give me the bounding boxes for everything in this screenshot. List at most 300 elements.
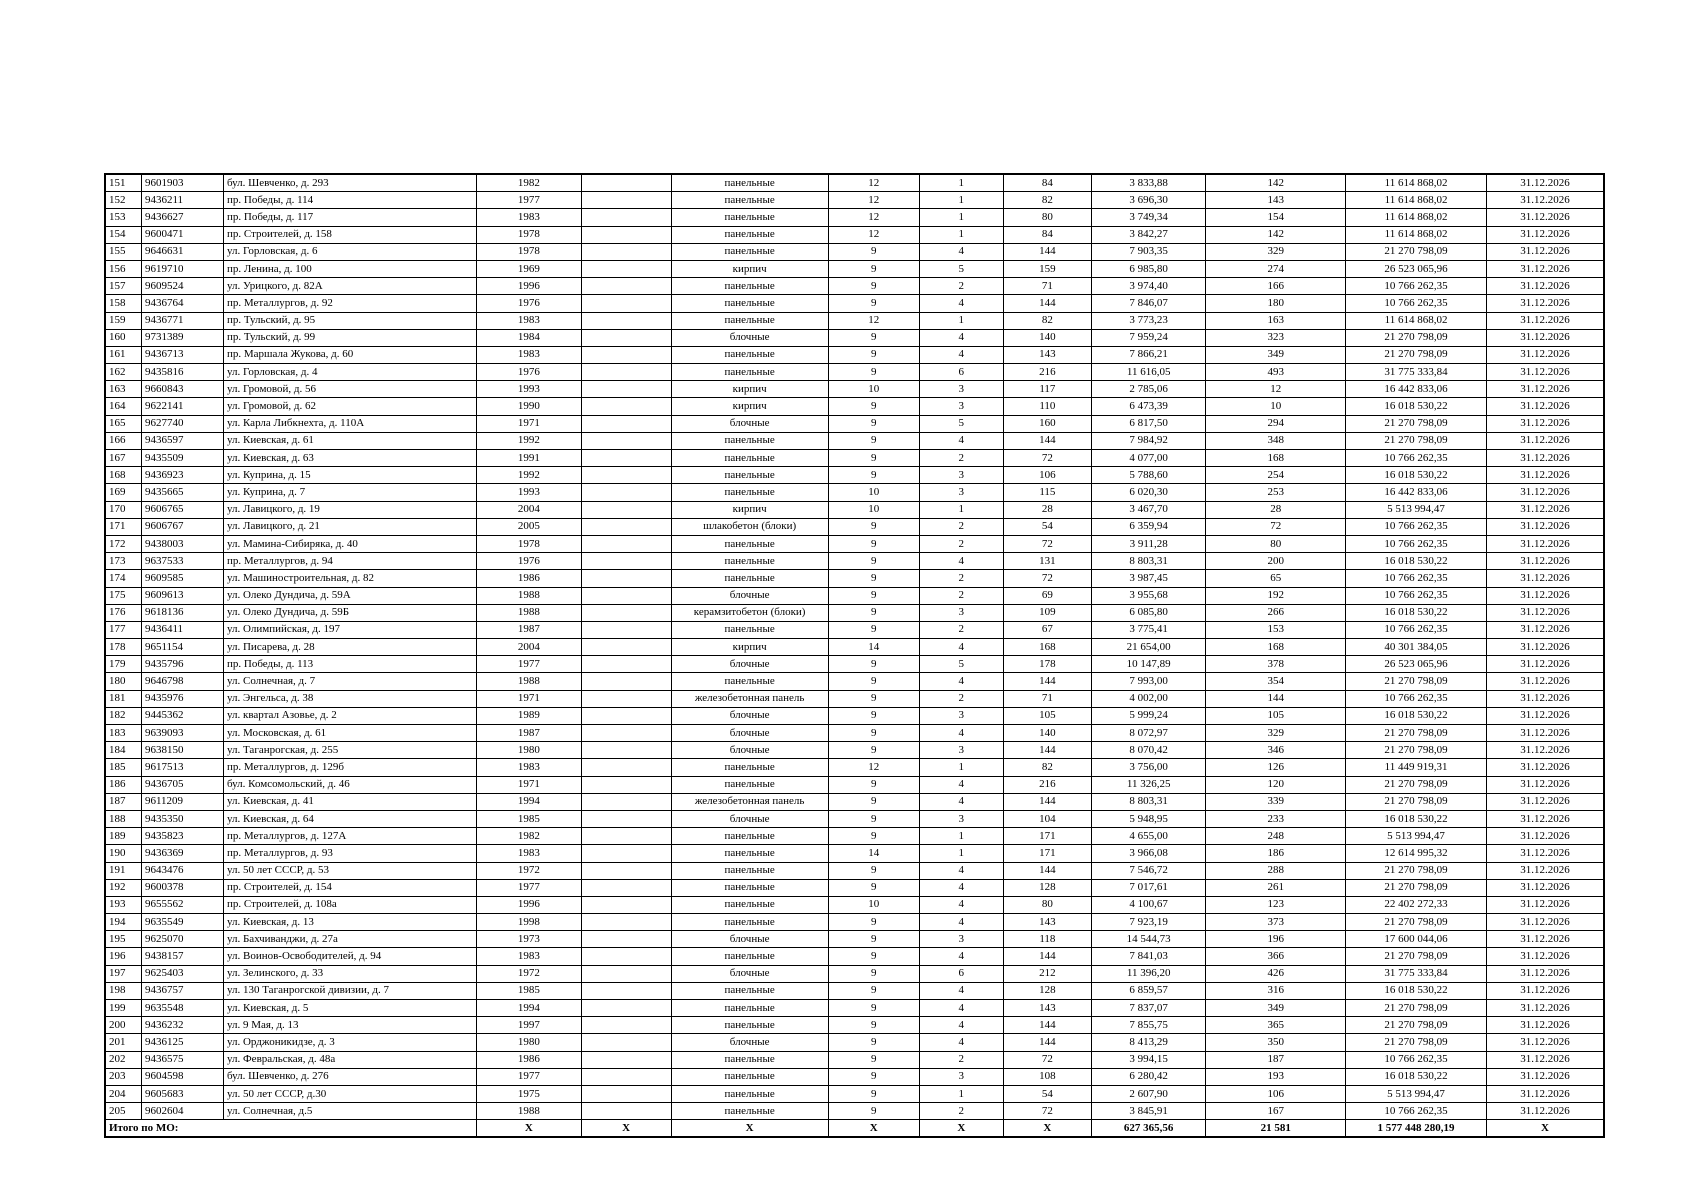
apartments-cell: 159 xyxy=(1003,260,1091,277)
wall-material-cell: панельные xyxy=(671,845,828,862)
floors-cell: 9 xyxy=(828,295,919,312)
apartments-cell: 131 xyxy=(1003,553,1091,570)
empty-cell-cell xyxy=(581,1068,671,1085)
deadline-cell: 31.12.2026 xyxy=(1486,329,1604,346)
floors-cell: 9 xyxy=(828,553,919,570)
floors-cell: 9 xyxy=(828,518,919,535)
table-row xyxy=(105,604,1604,621)
wall-material-cell: панельные xyxy=(671,896,828,913)
year-built-cell: 1992 xyxy=(477,432,581,449)
empty-cell-cell xyxy=(581,879,671,896)
deadline-cell: 31.12.2026 xyxy=(1486,759,1604,776)
building-id-cell: 9638150 xyxy=(141,742,223,759)
floors-cell: 9 xyxy=(828,450,919,467)
cost-cell: 21 270 798,09 xyxy=(1346,673,1487,690)
apartments-cell: 72 xyxy=(1003,1103,1091,1120)
address-cell: ул. Олеко Дундича, д. 59А xyxy=(223,587,476,604)
building-id-cell: 9600378 xyxy=(141,879,223,896)
year-built-cell: 1988 xyxy=(477,1103,581,1120)
empty-cell-cell xyxy=(581,621,671,638)
year-built-cell: 1986 xyxy=(477,570,581,587)
table-row xyxy=(105,879,1604,896)
address-cell: ул. Московская, д. 61 xyxy=(223,725,476,742)
empty-cell-cell xyxy=(581,518,671,535)
apartments-cell: 128 xyxy=(1003,982,1091,999)
cost-cell: 21 270 798,09 xyxy=(1346,948,1487,965)
year-built-cell: 1989 xyxy=(477,707,581,724)
row-number-cell: 200 xyxy=(105,1017,141,1034)
apartments-cell: 144 xyxy=(1003,793,1091,810)
table-row xyxy=(105,450,1604,467)
deadline-cell: 31.12.2026 xyxy=(1486,742,1604,759)
row-number-cell: 193 xyxy=(105,896,141,913)
empty-cell-cell xyxy=(581,484,671,501)
empty-cell-cell xyxy=(581,295,671,312)
address-cell: ул. Урицкого, д. 82А xyxy=(223,278,476,295)
building-id-cell: 9606767 xyxy=(141,518,223,535)
address-cell: ул. Киевская, д. 63 xyxy=(223,450,476,467)
address-cell: ул. 130 Таганрогской дивизии, д. 7 xyxy=(223,982,476,999)
table-row xyxy=(105,260,1604,277)
residents-cell: 316 xyxy=(1206,982,1346,999)
apartments-cell: 171 xyxy=(1003,828,1091,845)
wall-material-cell: панельные xyxy=(671,1085,828,1102)
deadline-cell: 31.12.2026 xyxy=(1486,398,1604,415)
area-cell: 6 020,30 xyxy=(1091,484,1205,501)
table-row xyxy=(105,690,1604,707)
row-number-cell: 155 xyxy=(105,243,141,260)
row-number-cell: 163 xyxy=(105,381,141,398)
entrances-cell: 4 xyxy=(919,948,1003,965)
floors-cell: 14 xyxy=(828,639,919,656)
year-built-cell: 1973 xyxy=(477,931,581,948)
building-id-cell: 9436627 xyxy=(141,209,223,226)
year-built-cell: 1982 xyxy=(477,174,581,192)
address-cell: ул. Лавицкого, д. 19 xyxy=(223,501,476,518)
deadline-cell: 31.12.2026 xyxy=(1486,501,1604,518)
apartments-cell: 144 xyxy=(1003,243,1091,260)
wall-material-cell: панельные xyxy=(671,535,828,552)
empty-cell-cell xyxy=(581,467,671,484)
residents-cell: 200 xyxy=(1206,553,1346,570)
apartments-cell: 143 xyxy=(1003,914,1091,931)
residents-cell: 193 xyxy=(1206,1068,1346,1085)
residents-cell: 350 xyxy=(1206,1034,1346,1051)
address-cell: пр. Победы, д. 113 xyxy=(223,656,476,673)
apartments-cell: 54 xyxy=(1003,518,1091,535)
wall-material-cell: панельные xyxy=(671,1000,828,1017)
building-id-cell: 9609613 xyxy=(141,587,223,604)
year-built-cell: 1987 xyxy=(477,725,581,742)
building-id-cell: 9436575 xyxy=(141,1051,223,1068)
area-cell: 2 785,06 xyxy=(1091,381,1205,398)
apartments-cell: 140 xyxy=(1003,725,1091,742)
residents-cell: 12 xyxy=(1206,381,1346,398)
address-cell: ул. Солнечная, д.5 xyxy=(223,1103,476,1120)
entrances-cell: 4 xyxy=(919,346,1003,363)
residents-cell: 493 xyxy=(1206,364,1346,381)
table-row xyxy=(105,621,1604,638)
deadline-cell: 31.12.2026 xyxy=(1486,192,1604,209)
floors-cell: 10 xyxy=(828,501,919,518)
empty-cell-cell xyxy=(581,776,671,793)
table-row xyxy=(105,209,1604,226)
wall-material-cell: панельные xyxy=(671,948,828,965)
table-row xyxy=(105,518,1604,535)
table-row xyxy=(105,329,1604,346)
table-row xyxy=(105,501,1604,518)
building-id-cell: 9436232 xyxy=(141,1017,223,1034)
address-cell: ул. Олеко Дундича, д. 59Б xyxy=(223,604,476,621)
address-cell: ул. Громовой, д. 62 xyxy=(223,398,476,415)
apartments-cell: 72 xyxy=(1003,450,1091,467)
deadline-cell: 31.12.2026 xyxy=(1486,673,1604,690)
empty-cell-cell xyxy=(581,604,671,621)
year-built-cell: 1977 xyxy=(477,879,581,896)
building-id-cell: 9618136 xyxy=(141,604,223,621)
total-cost: 1 577 448 280,19 xyxy=(1346,1120,1487,1138)
address-cell: ул. 50 лет СССР, д.30 xyxy=(223,1085,476,1102)
apartments-cell: 72 xyxy=(1003,1051,1091,1068)
row-number-cell: 156 xyxy=(105,260,141,277)
table-row xyxy=(105,931,1604,948)
entrances-cell: 4 xyxy=(919,329,1003,346)
cost-cell: 11 614 868,02 xyxy=(1346,192,1487,209)
year-built-cell: 1971 xyxy=(477,690,581,707)
wall-material-cell: панельные xyxy=(671,1017,828,1034)
building-id-cell: 9639093 xyxy=(141,725,223,742)
address-cell: пр. Металлургов, д. 92 xyxy=(223,295,476,312)
entrances-cell: 1 xyxy=(919,759,1003,776)
address-cell: пр. Ленина, д. 100 xyxy=(223,260,476,277)
cost-cell: 10 766 262,35 xyxy=(1346,570,1487,587)
floors-cell: 12 xyxy=(828,174,919,192)
table-row xyxy=(105,295,1604,312)
floors-cell: 9 xyxy=(828,656,919,673)
building-id-cell: 9435509 xyxy=(141,450,223,467)
table-row xyxy=(105,948,1604,965)
building-id-cell: 9436125 xyxy=(141,1034,223,1051)
apartments-cell: 144 xyxy=(1003,295,1091,312)
year-built-cell: 1992 xyxy=(477,467,581,484)
entrances-cell: 6 xyxy=(919,965,1003,982)
entrances-cell: 5 xyxy=(919,260,1003,277)
area-cell: 7 959,24 xyxy=(1091,329,1205,346)
row-number-cell: 166 xyxy=(105,432,141,449)
residents-cell: 80 xyxy=(1206,535,1346,552)
address-cell: пр. Строителей, д. 108а xyxy=(223,896,476,913)
building-id-cell: 9436771 xyxy=(141,312,223,329)
entrances-cell: 4 xyxy=(919,914,1003,931)
building-id-cell: 9651154 xyxy=(141,639,223,656)
residents-cell: 153 xyxy=(1206,621,1346,638)
residents-cell: 348 xyxy=(1206,432,1346,449)
building-id-cell: 9646631 xyxy=(141,243,223,260)
cost-cell: 5 513 994,47 xyxy=(1346,501,1487,518)
year-built-cell: 1996 xyxy=(477,278,581,295)
address-cell: бул. Шевченко, д. 293 xyxy=(223,174,476,192)
entrances-cell: 2 xyxy=(919,587,1003,604)
floors-cell: 9 xyxy=(828,467,919,484)
year-built-cell: 1983 xyxy=(477,845,581,862)
total-cell: X xyxy=(671,1120,828,1138)
building-id-cell: 9436705 xyxy=(141,776,223,793)
area-cell: 8 413,29 xyxy=(1091,1034,1205,1051)
residents-cell: 120 xyxy=(1206,776,1346,793)
area-cell: 5 788,60 xyxy=(1091,467,1205,484)
apartments-cell: 128 xyxy=(1003,879,1091,896)
apartments-cell: 143 xyxy=(1003,1000,1091,1017)
row-number-cell: 183 xyxy=(105,725,141,742)
building-id-cell: 9625070 xyxy=(141,931,223,948)
entrances-cell: 1 xyxy=(919,1085,1003,1102)
row-number-cell: 203 xyxy=(105,1068,141,1085)
table-row xyxy=(105,484,1604,501)
cost-cell: 21 270 798,09 xyxy=(1346,742,1487,759)
area-cell: 8 803,31 xyxy=(1091,793,1205,810)
deadline-cell: 31.12.2026 xyxy=(1486,639,1604,656)
address-cell: пр. Маршала Жукова, д. 60 xyxy=(223,346,476,363)
residents-cell: 349 xyxy=(1206,346,1346,363)
cost-cell: 21 270 798,09 xyxy=(1346,793,1487,810)
table-row xyxy=(105,1068,1604,1085)
entrances-cell: 4 xyxy=(919,982,1003,999)
cost-cell: 16 018 530,22 xyxy=(1346,810,1487,827)
address-cell: ул. Горловская, д. 6 xyxy=(223,243,476,260)
building-id-cell: 9436597 xyxy=(141,432,223,449)
address-cell: ул. Таганрогская, д. 255 xyxy=(223,742,476,759)
address-cell: ул. Громовой, д. 56 xyxy=(223,381,476,398)
building-id-cell: 9436411 xyxy=(141,621,223,638)
row-number-cell: 197 xyxy=(105,965,141,982)
cost-cell: 5 513 994,47 xyxy=(1346,828,1487,845)
table-row xyxy=(105,364,1604,381)
year-built-cell: 1976 xyxy=(477,553,581,570)
deadline-cell: 31.12.2026 xyxy=(1486,914,1604,931)
year-built-cell: 1997 xyxy=(477,1017,581,1034)
cost-cell: 21 270 798,09 xyxy=(1346,1000,1487,1017)
deadline-cell: 31.12.2026 xyxy=(1486,364,1604,381)
empty-cell-cell xyxy=(581,1103,671,1120)
wall-material-cell: кирпич xyxy=(671,381,828,398)
deadline-cell: 31.12.2026 xyxy=(1486,432,1604,449)
wall-material-cell: панельные xyxy=(671,914,828,931)
residents-cell: 142 xyxy=(1206,226,1346,243)
wall-material-cell: железобетонная панель xyxy=(671,690,828,707)
row-number-cell: 179 xyxy=(105,656,141,673)
area-cell: 11 396,20 xyxy=(1091,965,1205,982)
address-cell: пр. Металлургов, д. 93 xyxy=(223,845,476,862)
area-cell: 3 911,28 xyxy=(1091,535,1205,552)
year-built-cell: 1983 xyxy=(477,759,581,776)
entrances-cell: 1 xyxy=(919,226,1003,243)
empty-cell-cell xyxy=(581,759,671,776)
building-id-cell: 9435823 xyxy=(141,828,223,845)
floors-cell: 9 xyxy=(828,1017,919,1034)
table-row xyxy=(105,535,1604,552)
residents-cell: 378 xyxy=(1206,656,1346,673)
entrances-cell: 1 xyxy=(919,845,1003,862)
year-built-cell: 1988 xyxy=(477,604,581,621)
deadline-cell: 31.12.2026 xyxy=(1486,810,1604,827)
empty-cell-cell xyxy=(581,896,671,913)
year-built-cell: 1985 xyxy=(477,810,581,827)
building-id-cell: 9609585 xyxy=(141,570,223,587)
empty-cell-cell xyxy=(581,673,671,690)
area-cell: 6 859,57 xyxy=(1091,982,1205,999)
residents-cell: 123 xyxy=(1206,896,1346,913)
empty-cell-cell xyxy=(581,639,671,656)
empty-cell-cell xyxy=(581,432,671,449)
row-number-cell: 162 xyxy=(105,364,141,381)
area-cell: 3 833,88 xyxy=(1091,174,1205,192)
floors-cell: 9 xyxy=(828,329,919,346)
table-row xyxy=(105,312,1604,329)
building-id-cell: 9660843 xyxy=(141,381,223,398)
cost-cell: 10 766 262,35 xyxy=(1346,621,1487,638)
empty-cell-cell xyxy=(581,810,671,827)
cost-cell: 21 270 798,09 xyxy=(1346,879,1487,896)
year-built-cell: 2004 xyxy=(477,639,581,656)
wall-material-cell: панельные xyxy=(671,174,828,192)
table-row xyxy=(105,673,1604,690)
residents-cell: 192 xyxy=(1206,587,1346,604)
entrances-cell: 3 xyxy=(919,604,1003,621)
floors-cell: 9 xyxy=(828,278,919,295)
cost-cell: 10 766 262,35 xyxy=(1346,587,1487,604)
empty-cell-cell xyxy=(581,570,671,587)
address-cell: ул. Писарева, д. 28 xyxy=(223,639,476,656)
address-cell: ул. Орджоникидзе, д. 3 xyxy=(223,1034,476,1051)
year-built-cell: 1969 xyxy=(477,260,581,277)
address-cell: ул. 50 лет СССР, д. 53 xyxy=(223,862,476,879)
address-cell: ул. Воинов-Освободителей, д. 94 xyxy=(223,948,476,965)
empty-cell-cell xyxy=(581,690,671,707)
table-row xyxy=(105,828,1604,845)
wall-material-cell: панельные xyxy=(671,364,828,381)
empty-cell-cell xyxy=(581,742,671,759)
address-cell: пр. Металлургов, д. 127А xyxy=(223,828,476,845)
wall-material-cell: панельные xyxy=(671,776,828,793)
wall-material-cell: блочные xyxy=(671,415,828,432)
wall-material-cell: панельные xyxy=(671,673,828,690)
cost-cell: 10 766 262,35 xyxy=(1346,690,1487,707)
wall-material-cell: железобетонная панель xyxy=(671,793,828,810)
building-id-cell: 9619710 xyxy=(141,260,223,277)
empty-cell-cell xyxy=(581,450,671,467)
wall-material-cell: панельные xyxy=(671,621,828,638)
empty-cell-cell xyxy=(581,398,671,415)
empty-cell-cell xyxy=(581,931,671,948)
building-id-cell: 9438003 xyxy=(141,535,223,552)
cost-cell: 21 270 798,09 xyxy=(1346,725,1487,742)
row-number-cell: 192 xyxy=(105,879,141,896)
building-id-cell: 9635549 xyxy=(141,914,223,931)
deadline-cell: 31.12.2026 xyxy=(1486,295,1604,312)
address-cell: ул. Лавицкого, д. 21 xyxy=(223,518,476,535)
cost-cell: 11 614 868,02 xyxy=(1346,312,1487,329)
table-row xyxy=(105,982,1604,999)
entrances-cell: 6 xyxy=(919,364,1003,381)
apartments-cell: 71 xyxy=(1003,278,1091,295)
entrances-cell: 4 xyxy=(919,639,1003,656)
building-id-cell: 9635548 xyxy=(141,1000,223,1017)
cost-cell: 10 766 262,35 xyxy=(1346,295,1487,312)
table-row xyxy=(105,226,1604,243)
wall-material-cell: кирпич xyxy=(671,260,828,277)
entrances-cell: 2 xyxy=(919,1051,1003,1068)
year-built-cell: 1976 xyxy=(477,364,581,381)
entrances-cell: 4 xyxy=(919,1017,1003,1034)
empty-cell-cell xyxy=(581,346,671,363)
row-number-cell: 178 xyxy=(105,639,141,656)
deadline-cell: 31.12.2026 xyxy=(1486,450,1604,467)
row-number-cell: 189 xyxy=(105,828,141,845)
entrances-cell: 1 xyxy=(919,501,1003,518)
row-number-cell: 151 xyxy=(105,174,141,192)
empty-cell-cell xyxy=(581,725,671,742)
address-cell: пр. Строителей, д. 154 xyxy=(223,879,476,896)
cost-cell: 16 018 530,22 xyxy=(1346,982,1487,999)
year-built-cell: 1978 xyxy=(477,226,581,243)
row-number-cell: 167 xyxy=(105,450,141,467)
cost-cell: 12 614 995,32 xyxy=(1346,845,1487,862)
spreadsheet-page xyxy=(104,173,1605,1138)
table-row xyxy=(105,381,1604,398)
wall-material-cell: панельные xyxy=(671,484,828,501)
wall-material-cell: блочные xyxy=(671,656,828,673)
entrances-cell: 4 xyxy=(919,673,1003,690)
row-number-cell: 199 xyxy=(105,1000,141,1017)
floors-cell: 9 xyxy=(828,879,919,896)
wall-material-cell: панельные xyxy=(671,278,828,295)
apartments-cell: 82 xyxy=(1003,312,1091,329)
wall-material-cell: панельные xyxy=(671,862,828,879)
row-number-cell: 176 xyxy=(105,604,141,621)
table-row xyxy=(105,639,1604,656)
empty-cell-cell xyxy=(581,845,671,862)
entrances-cell: 5 xyxy=(919,415,1003,432)
table-row xyxy=(105,862,1604,879)
deadline-cell: 31.12.2026 xyxy=(1486,1017,1604,1034)
table-row xyxy=(105,1103,1604,1120)
table-row xyxy=(105,415,1604,432)
area-cell: 3 994,15 xyxy=(1091,1051,1205,1068)
area-cell: 8 070,42 xyxy=(1091,742,1205,759)
cost-cell: 17 600 044,06 xyxy=(1346,931,1487,948)
entrances-cell: 4 xyxy=(919,295,1003,312)
floors-cell: 9 xyxy=(828,398,919,415)
deadline-cell: 31.12.2026 xyxy=(1486,174,1604,192)
floors-cell: 9 xyxy=(828,690,919,707)
deadline-cell: 31.12.2026 xyxy=(1486,1000,1604,1017)
table-row xyxy=(105,1034,1604,1051)
deadline-cell: 31.12.2026 xyxy=(1486,776,1604,793)
area-cell: 7 841,03 xyxy=(1091,948,1205,965)
cost-cell: 16 442 833,06 xyxy=(1346,484,1487,501)
area-cell: 3 749,34 xyxy=(1091,209,1205,226)
address-cell: ул. Мамина-Сибиряка, д. 40 xyxy=(223,535,476,552)
wall-material-cell: панельные xyxy=(671,432,828,449)
residents-cell: 266 xyxy=(1206,604,1346,621)
apartments-cell: 144 xyxy=(1003,948,1091,965)
address-cell: ул. 9 Мая, д. 13 xyxy=(223,1017,476,1034)
deadline-cell: 31.12.2026 xyxy=(1486,690,1604,707)
address-cell: ул. Киевская, д. 5 xyxy=(223,1000,476,1017)
row-number-cell: 168 xyxy=(105,467,141,484)
row-number-cell: 191 xyxy=(105,862,141,879)
cost-cell: 21 270 798,09 xyxy=(1346,776,1487,793)
